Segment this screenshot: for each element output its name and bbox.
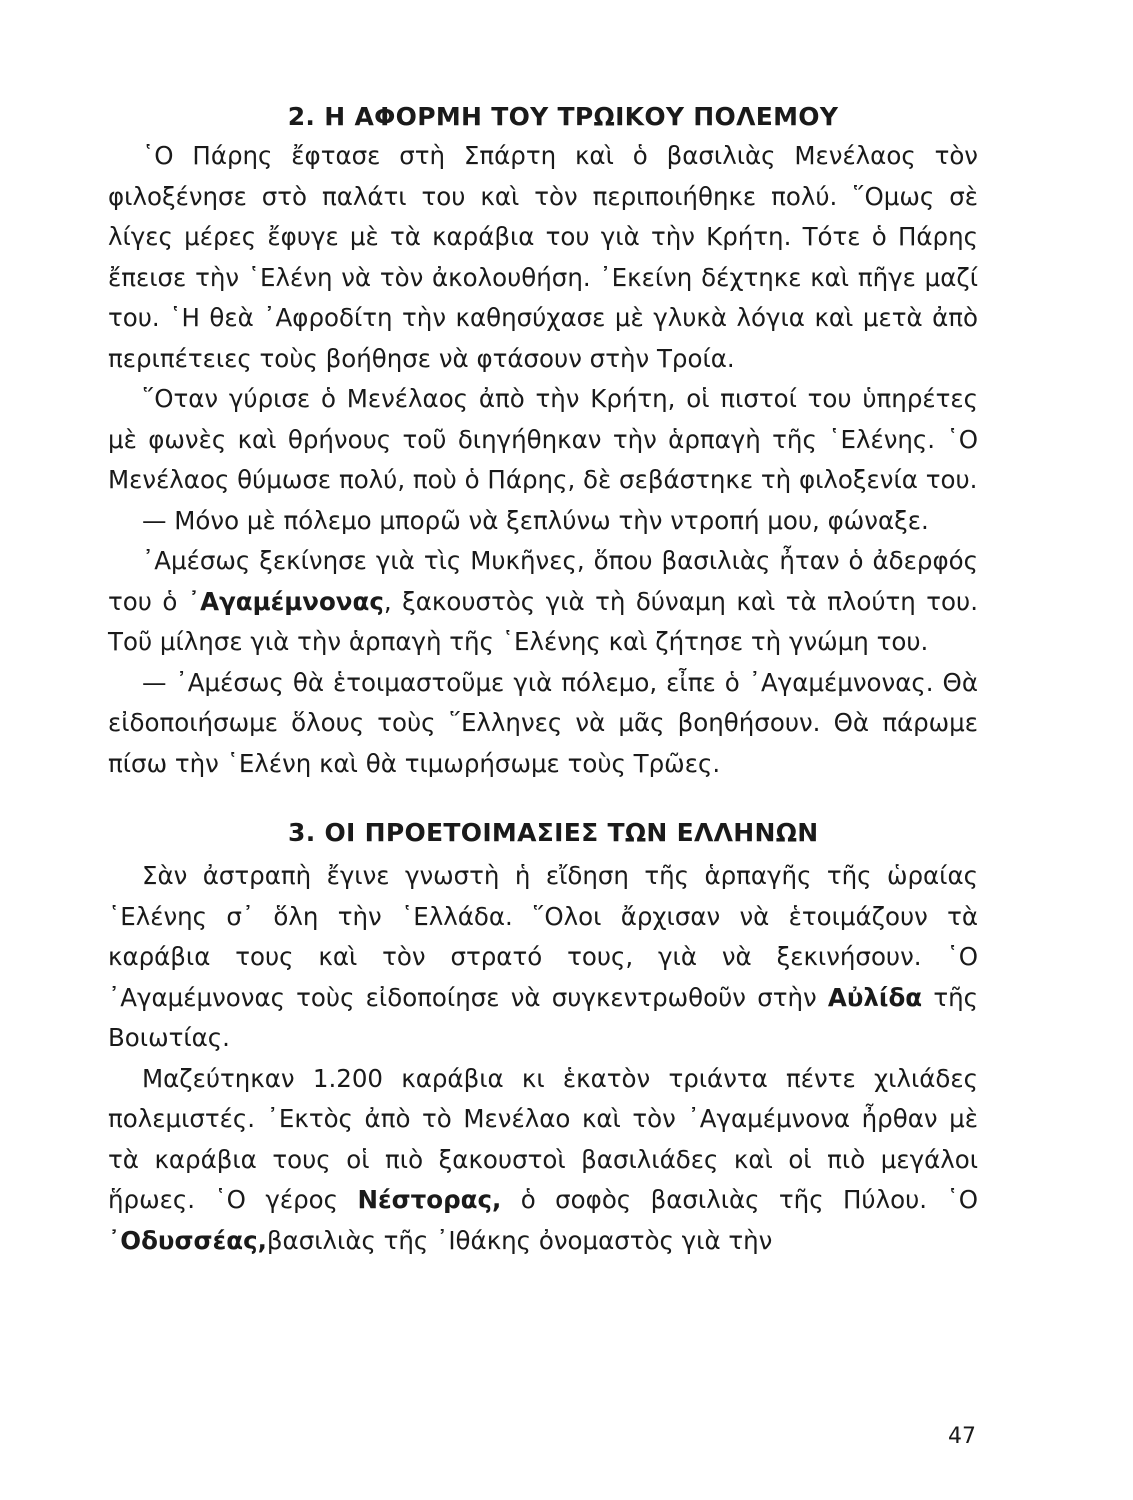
section-2-paragraph-1: ῾Ο Πάρης ἔφτασε στὴ Σπάρτη καὶ ὁ βασιλιὰς Μενέλαος τὸν φιλοξένησε στὸ παλάτι του καὶ τὸν περιποιήθηκε πολύ. ῞Ομως σὲ λίγες μέρες ἔφυγε μὲ τὰ καράβια του γιὰ τὴν Κρήτη. Τότε ὁ Πάρης ἔπεισε τὴν ῾Ελένη νὰ τὸν ἀκολουθήση. ᾿Εκείνη δέχτηκε καὶ πῆγε μαζί του. ῾Η θεὰ ᾿Αφροδίτη τὴν καθησύχασε μὲ γλυκὰ λόγια καὶ μετὰ ἀπὸ περιπέτειες τοὺς βοήθησε νὰ φτάσουν στὴν Τροία.	[108, 141, 978, 373]
section-3-heading: 3. ΟΙ ΠΡΟΕΤΟΙΜΑΣΙΕΣ ΤΩΝ ΕΛΛΗΝΩΝ	[288, 818, 819, 847]
paragraph-text: Σὰν ἀστραπὴ ἔγινε γνωστὴ ἡ εἴδηση τῆς ἁρπαγῆς τῆς ὡραίας ῾Ελένης σ᾿ ὅλη τὴν ῾Ελλάδα. ῞Ολοι ἄρχισαν νὰ ἑτοιμάζουν τὰ καράβια τους καὶ τὸν στρατό τους, γιὰ νὰ ξεκινήσουν. ῾Ο ᾿Αγαμέμνονας τοὺς εἰδοποίησε νὰ συγκεντρωθοῦν στὴν	[108, 861, 978, 1012]
bold-name-agamemnon: ᾿Αγαμέμνονας	[187, 586, 384, 616]
section-2-paragraph-4	[108, 541, 978, 663]
section-2-paragraph-3: — Μόνο μὲ πόλεμο μπορῶ νὰ ξεπλύνω τὴν ντροπή μου, φώναξε.	[142, 505, 929, 535]
paragraph-text: ὁ σοφὸς βασιλιὰς τῆς Πύλου. ῾Ο	[501, 1185, 978, 1214]
document-page	[108, 98, 978, 1261]
bold-name-odysseas: ᾿Οδυσσέας,	[108, 1225, 267, 1255]
page-number: 47	[948, 1424, 976, 1449]
paragraph-text: , ξακουστὸς γιὰ τὴ δύναμη καὶ τὰ πλούτη του. Τοῦ μίλησε γιὰ τὴν ἁρπαγὴ τῆς ῾Ελένης καὶ ζήτησε τὴ γνώμη του.	[108, 586, 978, 656]
section-2-paragraph-2: ῞Οταν γύρισε ὁ Μενέλαος ἀπὸ τὴν Κρήτη, οἱ πιστοί του ὑπηρέτες μὲ φωνὲς καὶ θρήνους τοῦ διηγήθηκαν τὴν ἁρπαγὴ τῆς ῾Ελένης. ῾Ο Μενέλαος θύμωσε πολύ, ποὺ ὁ Πάρης, δὲ σεβάστηκε τὴ φιλοξενία του.	[108, 384, 978, 494]
paragraph-text: τῆς Βοιωτίας.	[108, 982, 979, 1052]
section-3-paragraph-1	[108, 856, 978, 1059]
paragraph-text: Μαζεύτηκαν 1.200 καράβια κι ἑκατὸν τριάντα πέντε χιλιάδες πολεμιστές. ᾿Εκτὸς ἀπὸ τὸ Μενέλαο καὶ τὸν ᾿Αγαμέμνονα ἦρθαν μὲ τὰ καράβια τους οἱ πιὸ ξακουστοὶ βασιλιάδες καὶ οἱ πιὸ μεγάλοι ἥρωες. ῾Ο γέρος	[108, 1063, 978, 1214]
paragraph-text: βασιλιὰς τῆς ᾿Ιθάκης ὀνομαστὸς γιὰ τὴν	[266, 1225, 773, 1255]
paragraph-text: ᾿Αμέσως ξεκίνησε γιὰ τὶς Μυκῆνες, ὅπου βασιλιὰς ἦταν ὁ ἀδερφός του ὁ	[108, 546, 978, 616]
section-2-paragraph-5: — ᾿Αμέσως θὰ ἑτοιμαστοῦμε γιὰ πόλεμο, εἶπε ὁ ᾿Αγαμέμνονας. Θὰ εἰδοποιήσωμε ὅλους τοὺς ῞Ελληνες νὰ μᾶς βοηθήσουν. Θὰ πάρωμε πίσω τὴν ῾Ελένη καὶ θὰ τιμωρήσωμε τοὺς Τρῶες.	[108, 667, 978, 778]
bold-name-nestoras: Νέστορας,	[357, 1185, 502, 1214]
bold-place-aulida: Αὐλίδα	[827, 982, 923, 1012]
section-2-heading: 2. Η ΑΦΟΡΜΗ ΤΟΥ ΤΡΩΙΚΟΥ ΠΟΛΕΜΟΥ	[287, 102, 839, 131]
section-3-paragraph-2	[108, 1059, 978, 1262]
